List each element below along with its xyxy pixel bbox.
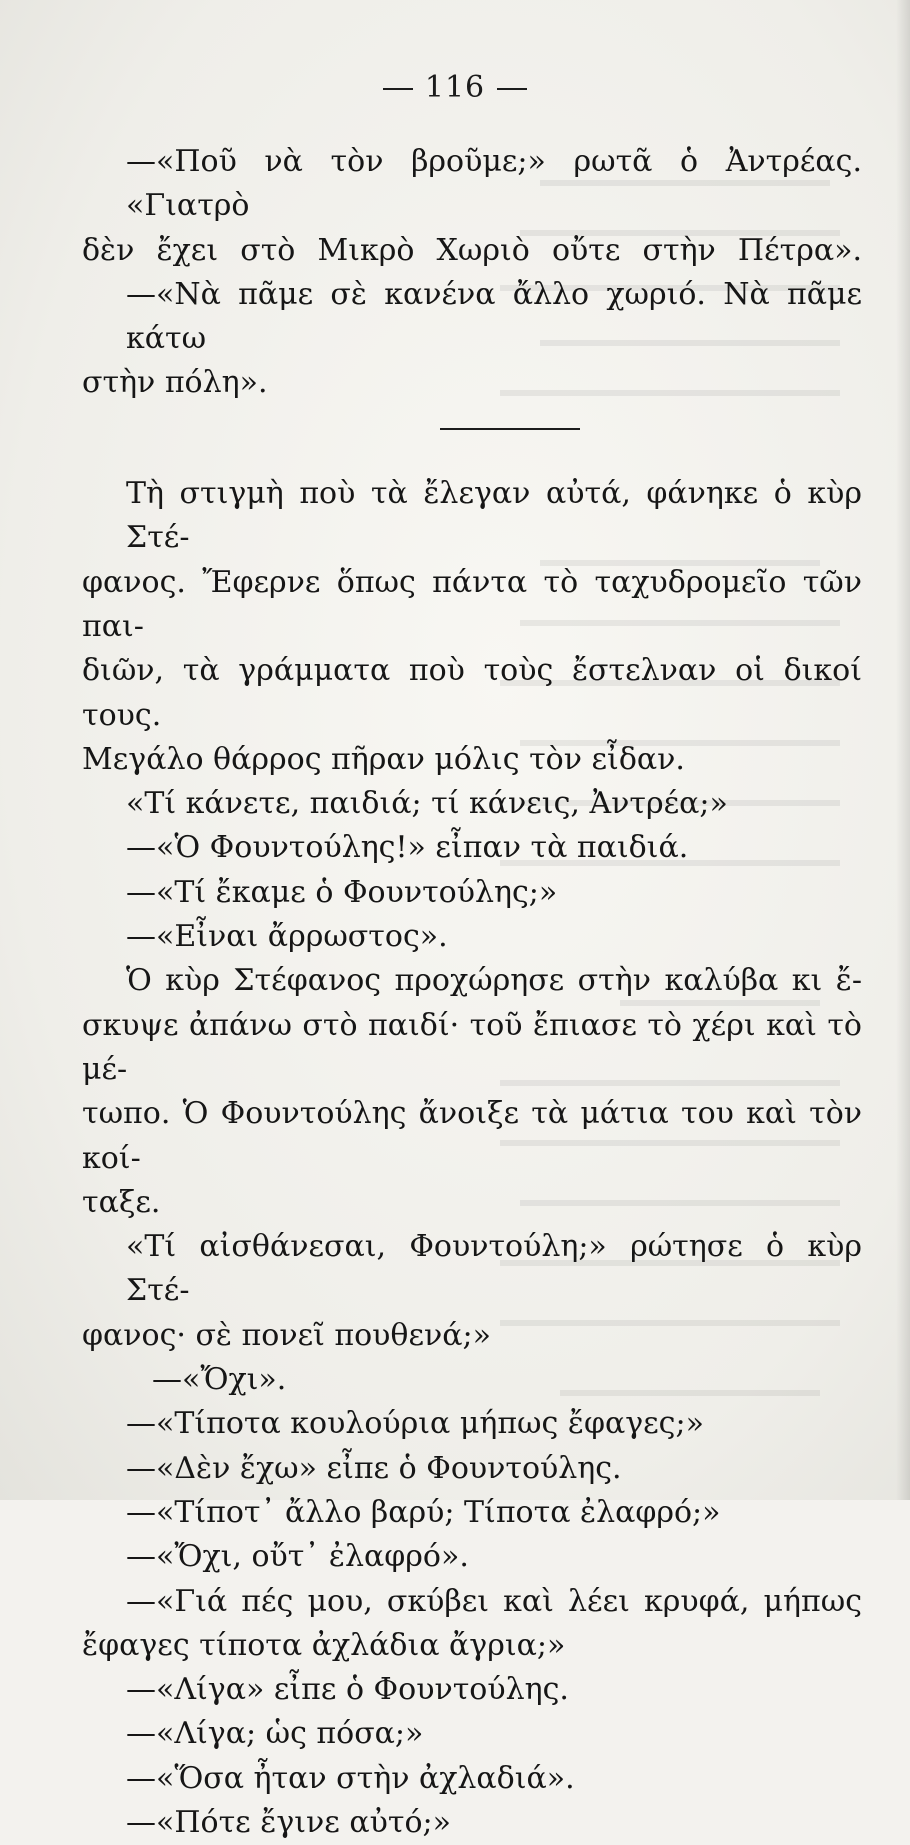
text-line: —«Λίγα; ὡς πόσα;» <box>126 1716 424 1752</box>
text-line: —«Ὅσα ἦταν στὴν ἀχλαδιά». <box>126 1760 575 1796</box>
text-line: δὲν ἔχει στὸ Μικρὸ Χωριὸ οὔτε στὴν Πέτρα». <box>82 232 862 268</box>
text-line: —«Λίγα» εἶπε ὁ Φουντούλης. <box>126 1672 569 1708</box>
text-line: Ὁ κὺρ Στέφανος προχώρησε στὴν καλύβα κι ἔ- <box>126 963 862 999</box>
text-line: —«Ποῦ νὰ τὸν βροῦμε;» ρωτᾶ ὁ Ἀντρέας. «Γιατρὸ <box>126 144 862 224</box>
text-line: —«Ὁ Φουντούλης!» εἶπαν τὰ παιδιά. <box>126 830 689 866</box>
text-line: διῶν, τὰ γράμματα ποὺ τοὺς ἔστελναν οἱ δικοί τους. <box>82 653 862 733</box>
text-line: —«Ὄχι, οὔτ᾽ ἐλαφρό». <box>126 1539 469 1575</box>
text-line: —«Νὰ πᾶμε σὲ κανένα ἄλλο χωριό. Νὰ πᾶμε κάτω <box>126 276 862 357</box>
section-separator <box>440 428 580 430</box>
header-dash-right <box>497 88 527 90</box>
text-line: στὴν πόλη». <box>82 365 268 401</box>
separator-gap <box>82 450 862 472</box>
body-text <box>82 140 862 1845</box>
text-line: —«Πότε ἔγινε αὐτό;» <box>126 1804 451 1840</box>
text-line: —«Δὲν ἔχω» εἶπε ὁ Φουντούλης. <box>126 1450 622 1486</box>
text-line: τωπο. Ὁ Φουντούλης ἄνοιξε τὰ μάτια του καὶ τὸν κοί- <box>82 1096 862 1176</box>
page-number: 116 <box>424 70 486 105</box>
text-line: —«Εἶναι ἄρρωστος». <box>126 919 448 955</box>
text-line: φανος. Ἔφερνε ὅπως πάντα τὸ ταχυδρομεῖο τῶν παι- <box>82 564 862 644</box>
text-line: σκυψε ἀπάνω στὸ παιδί· τοῦ ἔπιασε τὸ χέρι καὶ τὸ μέ- <box>82 1007 862 1087</box>
header-dash-left <box>383 88 413 90</box>
text-line: Μεγάλο θάρρος πῆραν μόλις τὸν εἶδαν. <box>82 741 685 777</box>
text-line: «Τί αἰσθάνεσαι, Φουντούλη;» ρώτησε ὁ κὺρ Στέ- <box>126 1229 862 1309</box>
section-separator-row <box>82 406 862 450</box>
page-header <box>0 70 910 105</box>
text-line: «Τί κάνετε, παιδιά; τί κάνεις, Ἀντρέα;» <box>126 786 728 822</box>
text-line: ταξε. <box>82 1184 161 1220</box>
text-line: —«Τίποτ᾽ ἄλλο βαρύ; Τίποτα ἐλαφρό;» <box>126 1494 721 1530</box>
text-line: —«Τί ἔκαμε ὁ Φουντούλης;» <box>126 874 558 910</box>
text-line: Τὴ στιγμὴ ποὺ τὰ ἔλεγαν αὐτά, φάνηκε ὁ κὺρ Στέ- <box>126 476 862 556</box>
text-line: —«Ὄχι». <box>152 1362 287 1398</box>
page-edge-shadow <box>896 0 910 1500</box>
text-line: —«Γιά πές μου, σκύβει καὶ λέει κρυφά, μήπως <box>126 1583 862 1619</box>
text-line: ἔφαγες τίποτα ἀχλάδια ἄγρια;» <box>82 1627 566 1663</box>
text-line: —«Τίποτα κουλούρια μήπως ἔφαγες;» <box>126 1406 704 1442</box>
text-line: φανος· σὲ πονεῖ πουθενά;» <box>82 1317 491 1353</box>
